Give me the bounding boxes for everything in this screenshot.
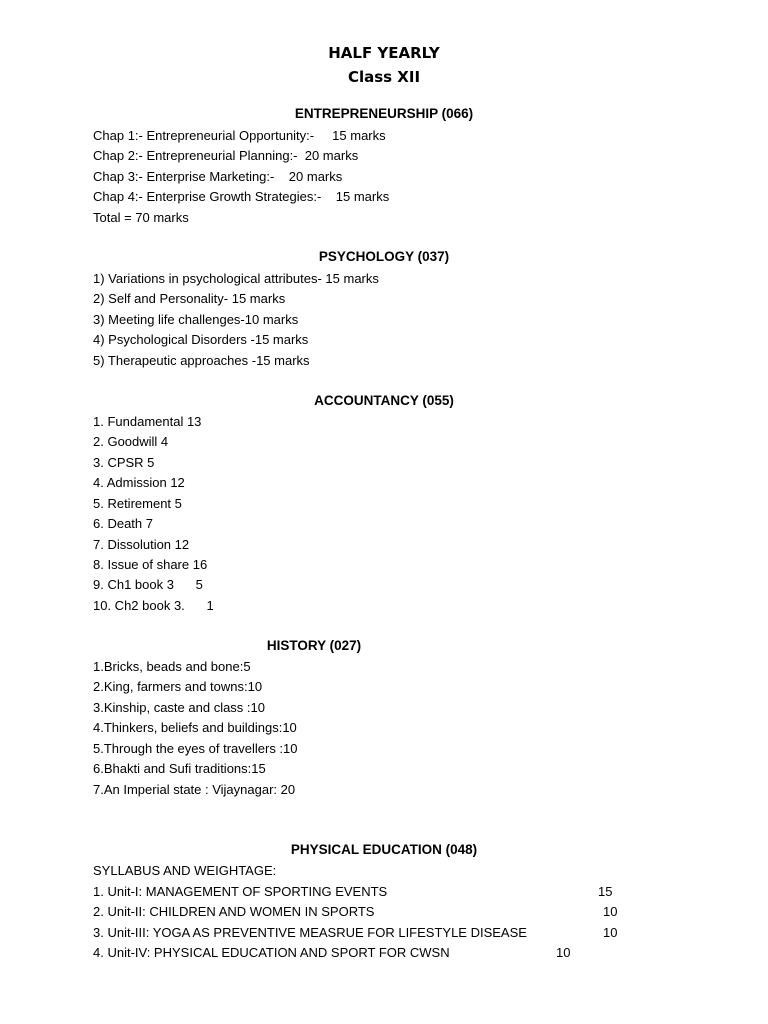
history-line: 4.Thinkers, beliefs and buildings:10 xyxy=(93,720,297,735)
section-heading-entrepreneurship: ENTREPRENEURSHIP (066) xyxy=(294,106,474,121)
history-line: 6.Bhakti and Sufi traditions:15 xyxy=(93,761,266,776)
pe-unit-label: 4. Unit-IV: PHYSICAL EDUCATION AND SPORT FOR CWSN xyxy=(93,945,450,960)
accountancy-line: 1. Fundamental 13 xyxy=(93,414,202,429)
history-line: 7.An Imperial state : Vijaynagar: 20 xyxy=(93,782,296,797)
entrepreneurship-line: Chap 4:- Enterprise Growth Strategies:- 15 marks xyxy=(93,189,390,204)
entrepreneurship-line: Chap 1:- Entrepreneurial Opportunity:- 15 marks xyxy=(93,128,386,143)
pe-unit-marks: 10 xyxy=(556,945,571,960)
section-heading-history: HISTORY (027) xyxy=(266,638,362,653)
psychology-line: 2) Self and Personality- 15 marks xyxy=(93,291,286,306)
accountancy-line: 9. Ch1 book 3 5 xyxy=(93,577,203,592)
accountancy-line: 3. CPSR 5 xyxy=(93,455,155,470)
document-title: HALF YEARLY xyxy=(328,44,440,62)
history-line: 2.King, farmers and towns:10 xyxy=(93,679,263,694)
document-subtitle: Class XII xyxy=(347,68,421,86)
section-heading-psychology: PSYCHOLOGY (037) xyxy=(318,249,450,264)
pe-unit-label: 1. Unit-I: MANAGEMENT OF SPORTING EVENTS xyxy=(93,884,388,899)
history-line: 3.Kinship, caste and class :10 xyxy=(93,700,265,715)
section-heading-physical-education: PHYSICAL EDUCATION (048) xyxy=(290,842,478,857)
history-line: 1.Bricks, beads and bone:5 xyxy=(93,659,251,674)
accountancy-line: 4. Admission 12 xyxy=(93,475,185,490)
accountancy-line: 6. Death 7 xyxy=(93,516,153,531)
entrepreneurship-line: Chap 3:- Enterprise Marketing:- 20 marks xyxy=(93,169,343,184)
section-heading-accountancy: ACCOUNTANCY (055) xyxy=(314,393,454,408)
history-line: 5.Through the eyes of travellers :10 xyxy=(93,741,298,756)
accountancy-line: 2. Goodwill 4 xyxy=(93,434,169,449)
accountancy-line: 7. Dissolution 12 xyxy=(93,537,190,552)
pe-unit-label: 2. Unit-II: CHILDREN AND WOMEN IN SPORTS xyxy=(93,904,375,919)
psychology-line: 1) Variations in psychological attributes- 15 marks xyxy=(93,271,379,286)
accountancy-line: 5. Retirement 5 xyxy=(93,496,182,511)
pe-unit-label: 3. Unit-III: YOGA AS PREVENTIVE MEASRUE FOR LIFESTYLE DISEASE xyxy=(93,925,527,940)
psychology-line: 5) Therapeutic approaches -15 marks xyxy=(93,353,310,368)
accountancy-line: 10. Ch2 book 3. 1 xyxy=(93,598,214,613)
entrepreneurship-line: Chap 2:- Entrepreneurial Planning:- 20 marks xyxy=(93,148,359,163)
entrepreneurship-total: Total = 70 marks xyxy=(93,210,189,225)
psychology-line: 3) Meeting life challenges-10 marks xyxy=(93,312,299,327)
pe-unit-marks: 15 xyxy=(598,884,613,899)
accountancy-line: 8. Issue of share 16 xyxy=(93,557,208,572)
pe-unit-marks: 10 xyxy=(603,904,618,919)
psychology-line: 4) Psychological Disorders -15 marks xyxy=(93,332,309,347)
physical-education-intro: SYLLABUS AND WEIGHTAGE: xyxy=(93,863,277,878)
pe-unit-marks: 10 xyxy=(603,925,618,940)
